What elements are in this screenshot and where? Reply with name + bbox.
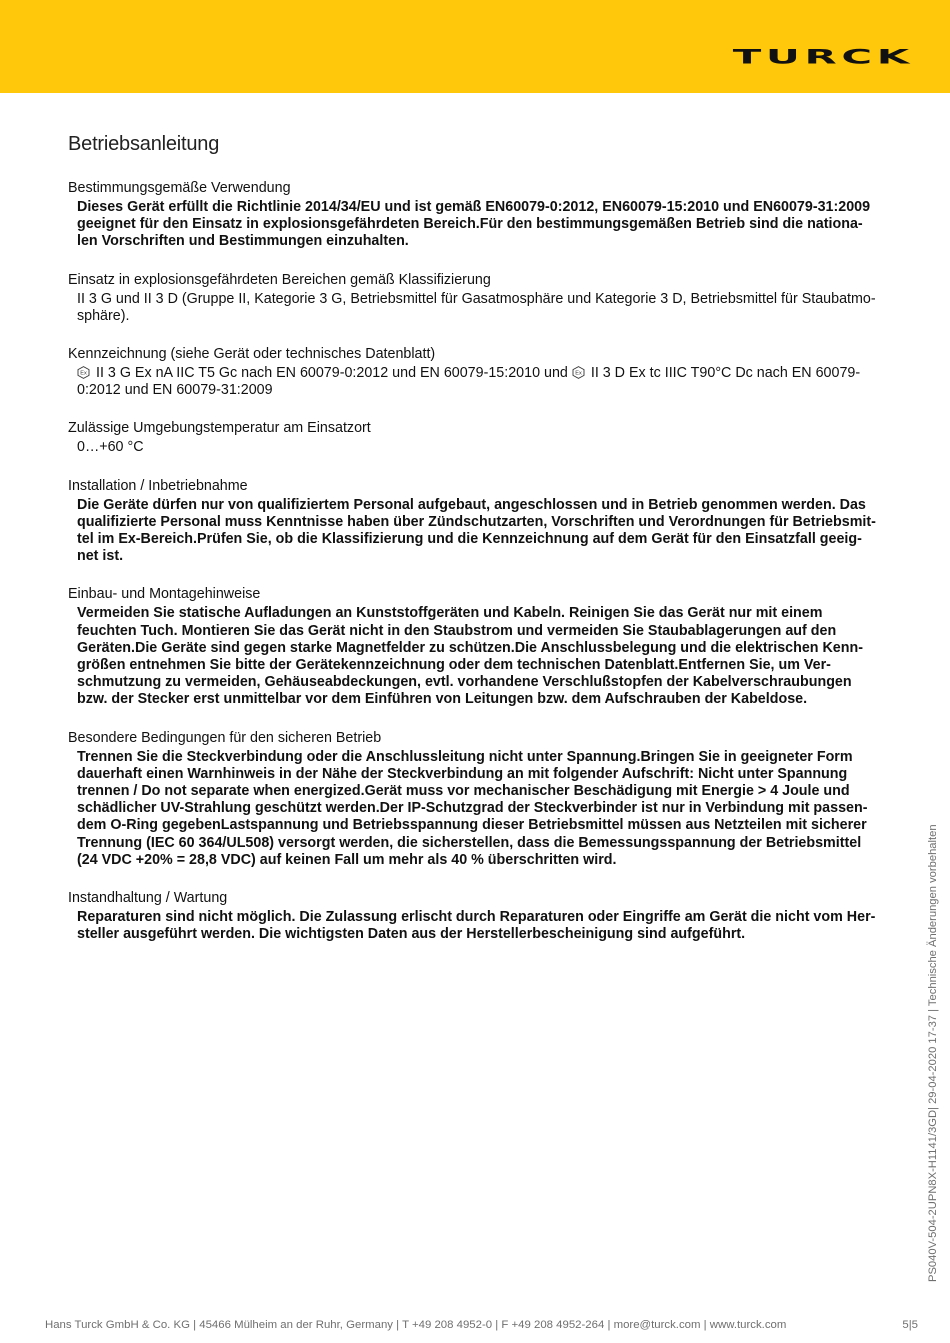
- section-marking: [68, 346, 883, 399]
- section-heading: Kennzeichnung (siehe Gerät oder technisches Datenblatt): [68, 346, 436, 363]
- ex-symbol-text: Ex: [575, 370, 582, 377]
- section-heading: Installation / Inbetriebnahme: [68, 477, 248, 494]
- section-heading: Besondere Bedingungen für den sicheren Betrieb: [68, 729, 382, 746]
- turck-logo: TURCK: [732, 46, 914, 69]
- section-mounting: [68, 586, 883, 708]
- section-heading: Einbau- und Montagehinweise: [68, 586, 261, 603]
- header-band: [0, 0, 950, 93]
- section-ambient-temperature: [68, 420, 883, 456]
- section-heading: Bestimmungsgemäße Verwendung: [68, 180, 291, 196]
- document-content: [68, 180, 883, 964]
- section-body: Trennen Sie die Steckverbindung oder die Anschlussleitung nicht unter Spannung.Bringen Sie in geeigneter Form dauerhaft einen Warnhinweis in der Nähe der Steckverbindung an mit folgender Aufschrift: Nicht unter Spannung trennen / Do not separate when energized.Gerät muss vor mechanischer Beschädigung mit Energie > 4 Joule und schädlicher UV-Strahlung geschützt werden.Der IP-Schutzgrad der Steckverbinder ist nur in Verbindung mit passen-dem O-Ring gegebenLastspannung und Betriebsspannung dieser Betriebsmittel müssen aus Netzteilen mit sicherer Trennung (IEC 60 364/UL508) versorgt werden, die sicherstellen, dass die Bemessungsspannung der Betriebsmittel (24 VDC +20% = 28,8 VDC) auf keinen Fall um mehr als 40 % überschritten wird.: [77, 748, 868, 868]
- section-heading: Zulässige Umgebungstemperatur am Einsatzort: [68, 420, 371, 437]
- section-body: Vermeiden Sie statische Aufladungen an Kunststoffgeräten und Kabeln. Reinigen Sie das Gerät nur mit einem feuchten Tuch. Montieren Sie das Gerät nicht in den Staubstrom und vermeiden Sie Staubablagerungen auf den Geräten.Die Geräte sind gegen starke Magnetfelder zu schützen.Die Anschlussbelegung und die elektrischen Kenn-größen entnehmen Sie bitte der Gerätekennzeichnung oder dem technischen Datenblatt.Entfernen Sie, um Ver-schmutzung zu vermeiden, Gehäuseabdeckungen, evtl. vorhandene Verschlußstopfen der Kabelverschraubungen bzw. der Stecker erst unmittelbar vor dem Einführen von Leitungen bzw. dem Aufschrauben der Kabeldose.: [77, 605, 863, 708]
- section-intended-use: [68, 180, 883, 251]
- marking-gas: II 3 G Ex nA IIC T5 Gc nach EN 60079-0:2012 und EN 60079-15:2010 und: [96, 365, 568, 382]
- section-body: II 3 G und II 3 D (Gruppe II, Kategorie 3 G, Betriebsmittel für Gasatmosphäre und Kategorie 3 D, Betriebsmittel für Staubatmo-sphäre).: [77, 290, 876, 324]
- section-classification: [68, 272, 883, 325]
- section-body: Die Geräte dürfen nur von qualifiziertem Personal aufgebaut, angeschlossen und in Betrieb genommen werden. Das qualifizierte Personal muss Kenntnisse haben über Zündschutzarten, Vorschriften und Verordnungen für Betriebsmit-tel im Ex-Bereich.Prüfen Sie, ob die Klassifizierung und die Kennzeichnung auf dem Gerät für den Einsatzfall geeig-net ist.: [77, 496, 876, 565]
- section-maintenance: [68, 890, 883, 943]
- section-heading: Instandhaltung / Wartung: [68, 890, 228, 907]
- footer-address: Hans Turck GmbH & Co. KG | 45466 Mülheim an der Ruhr, Germany | T +49 208 4952-0 | F +49 208 4952-264 | more@turck.com | www.turck.com: [45, 1319, 787, 1331]
- section-heading: Einsatz in explosionsgefährdeten Bereichen gemäß Klassifizierung: [68, 271, 491, 288]
- section-body: Dieses Gerät erfüllt die Richtlinie 2014/34/EU und ist gemäß EN60079-0:2012, EN60079-15:2010 und EN60079-31:2009 geeignet für den Einsatz in explosionsgefährdeten Bereich.Für den bestimmungsgemäßen Betrieb sind die nationa-len Vorschriften und Bestimmungen einzuhalten.: [77, 199, 871, 250]
- page-title: Betriebsanleitung: [68, 133, 220, 155]
- ex-symbol-text: Ex: [80, 370, 87, 377]
- ex-hexagon-icon: [572, 366, 585, 379]
- side-note: PS040V-504-2UPN8X-H1141/3GD| 29-04-2020 17-37 | Technische Änderungen vorbehalten: [927, 824, 939, 1282]
- page-number: 5|5: [902, 1319, 918, 1331]
- section-body: [68, 365, 883, 399]
- ex-hexagon-icon: [77, 366, 90, 379]
- section-body: Reparaturen sind nicht möglich. Die Zulassung erlischt durch Reparaturen oder Eingriffe am Gerät die nicht vom Her-steller ausgeführt werden. Die wichtigsten Daten aus der Herstellerbescheinigung sind aufgeführt.: [77, 909, 876, 943]
- section-body: 0…+60 °C: [77, 439, 144, 456]
- marking-dust: II 3 D Ex tc IIIC T90°C Dc nach EN 60079-0:2012 und EN 60079-31:2009: [77, 365, 861, 399]
- section-installation: [68, 478, 883, 566]
- section-special-conditions: [68, 730, 883, 869]
